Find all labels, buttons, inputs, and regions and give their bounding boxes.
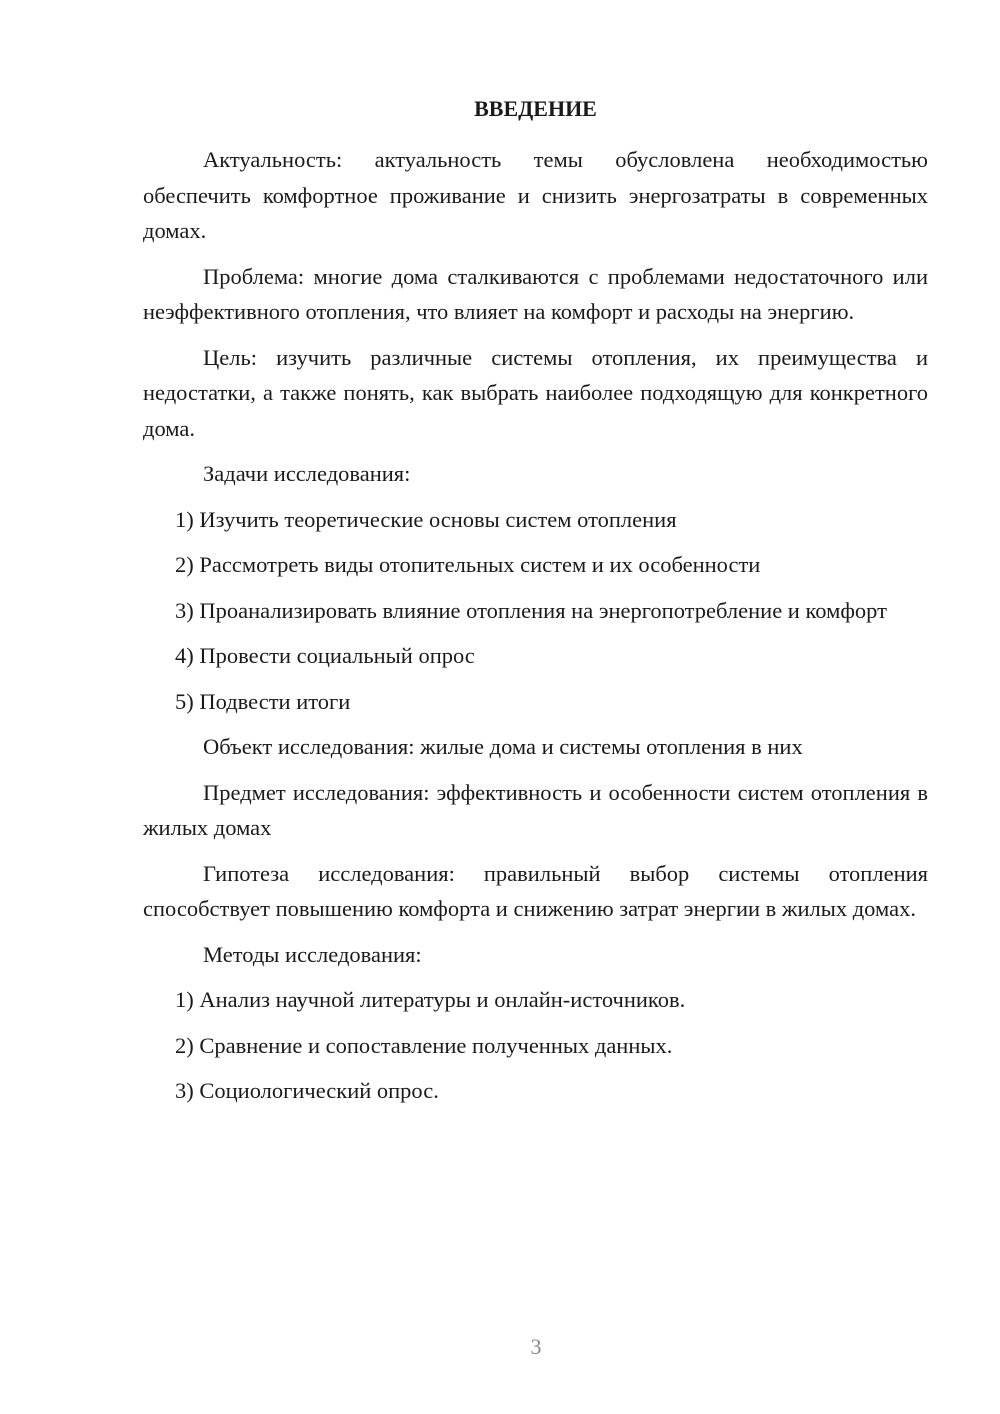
paragraph-goal: Цель: изучить различные системы отопления, их преимущества и недостатки, а также понять, как выбрать наиболее подходящую для конкретного дома. xyxy=(143,344,928,441)
paragraph-object: Объект исследования: жилые дома и системы отопления в них xyxy=(203,734,803,759)
page-number: 3 xyxy=(530,1334,542,1359)
task-item: 5) Подвести итоги xyxy=(175,688,351,714)
paragraph-subject: Предмет исследования: эффективность и особенности систем отопления в жилых домах xyxy=(143,779,928,840)
method-item: 1) Анализ научной литературы и онлайн-источников. xyxy=(175,987,686,1012)
page-title: ВВЕДЕНИЕ xyxy=(474,96,597,121)
task-item: 3) Проанализировать влияние отопления на энергопотребление и комфорт xyxy=(175,597,887,623)
method-item: 2) Сравнение и сопоставление полученных данных. xyxy=(175,1032,673,1058)
paragraph-relevance: Актуальность: актуальность темы обусловлена необходимостью обеспечить комфортное проживание и снизить энергозатраты в современных домах. xyxy=(143,147,928,243)
tasks-heading: Задачи исследования: xyxy=(203,461,411,486)
paragraph-hypothesis: Гипотеза исследования: правильный выбор системы отопления способствует повышению комфорта и снижению затрат энергии в жилых домах. xyxy=(143,860,928,921)
paragraph-problem: Проблема: многие дома сталкиваются с проблемами недостаточного или неэффективного отопления, что влияет на комфорт и расходы на энергию. xyxy=(143,263,928,324)
methods-heading: Методы исследования: xyxy=(203,941,422,967)
task-item: 1) Изучить теоретические основы систем отопления xyxy=(175,506,677,532)
task-item: 2) Рассмотреть виды отопительных систем и их особенности xyxy=(175,552,761,577)
task-item: 4) Провести социальный опрос xyxy=(175,643,475,668)
method-item: 3) Социологический опрос. xyxy=(175,1078,439,1103)
page-content xyxy=(143,92,928,1119)
